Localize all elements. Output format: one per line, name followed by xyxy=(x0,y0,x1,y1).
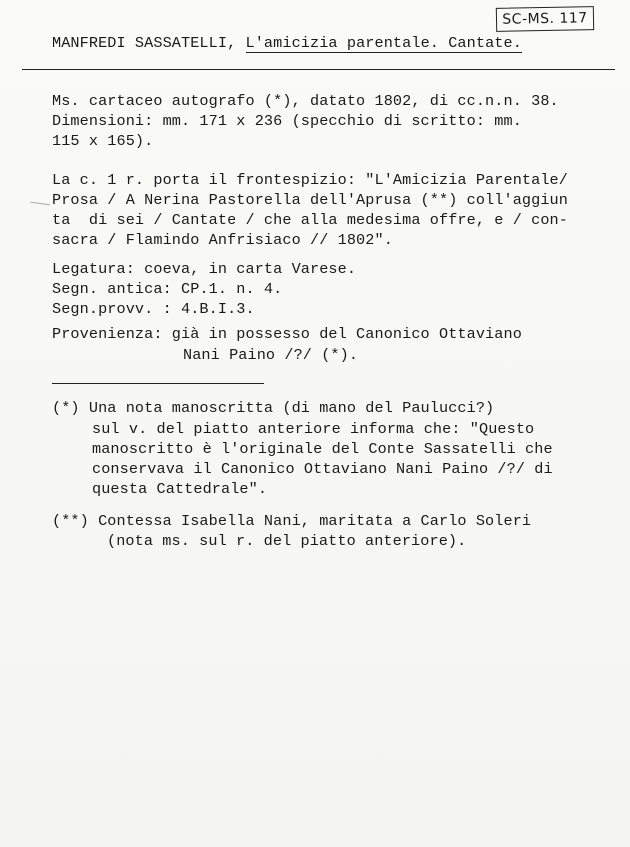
frontispiece-line: Prosa / A Nerina Pastorella dell'Aprusa (**) coll'aggiun xyxy=(52,191,568,209)
frontispiece-line: sacra / Flamindo Anfrisiaco // 1802". xyxy=(52,231,393,249)
record-heading xyxy=(52,34,522,52)
provenance-line: Nani Paino /?/ (*). xyxy=(183,346,359,364)
footnote-1-line: conservava il Canonico Ottaviano Nani Paino /?/ di xyxy=(92,460,553,478)
dimensions-line: 115 x 165). xyxy=(52,132,154,150)
old-shelfmark-line: Segn. antica: CP.1. n. 4. xyxy=(52,280,283,298)
footnote-1-line: sul v. del piatto anteriore informa che: "Questo xyxy=(92,420,535,438)
header-divider xyxy=(22,69,615,70)
provenance-line: Provenienza: già in possesso del Canonico Ottaviano xyxy=(52,325,522,343)
footnote-2-line: (nota ms. sul r. del piatto anteriore). xyxy=(107,532,467,550)
margin-mark xyxy=(30,202,50,206)
shelfmark-box: SC-MS. 117 xyxy=(496,6,594,32)
temp-shelfmark-line: Segn.provv. : 4.B.I.3. xyxy=(52,300,255,318)
frontispiece-line: La c. 1 r. porta il frontespizio: "L'Amicizia Parentale/ xyxy=(52,171,568,189)
author-name: MANFREDI SASSATELLI, xyxy=(52,34,237,52)
footnote-divider xyxy=(52,383,264,384)
footnote-2-line: (**) Contessa Isabella Nani, maritata a Carlo Soleri xyxy=(52,512,532,530)
frontispiece-line: ta di sei / Cantate / che alla medesima offre, e / con- xyxy=(52,211,568,229)
work-title: L'amicizia parentale. Cantate. xyxy=(245,34,522,52)
description-line: Ms. cartaceo autografo (*), datato 1802, di cc.n.n. 38. xyxy=(52,92,559,110)
binding-line: Legatura: coeva, in carta Varese. xyxy=(52,260,357,278)
footnote-1-line: (*) Una nota manoscritta (di mano del Paulucci?) xyxy=(52,399,495,417)
footnote-1-line: questa Cattedrale". xyxy=(92,480,268,498)
dimensions-line: Dimensioni: mm. 171 x 236 (specchio di scritto: mm. xyxy=(52,112,522,130)
footnote-1-line: manoscritto è l'originale del Conte Sassatelli che xyxy=(92,440,553,458)
